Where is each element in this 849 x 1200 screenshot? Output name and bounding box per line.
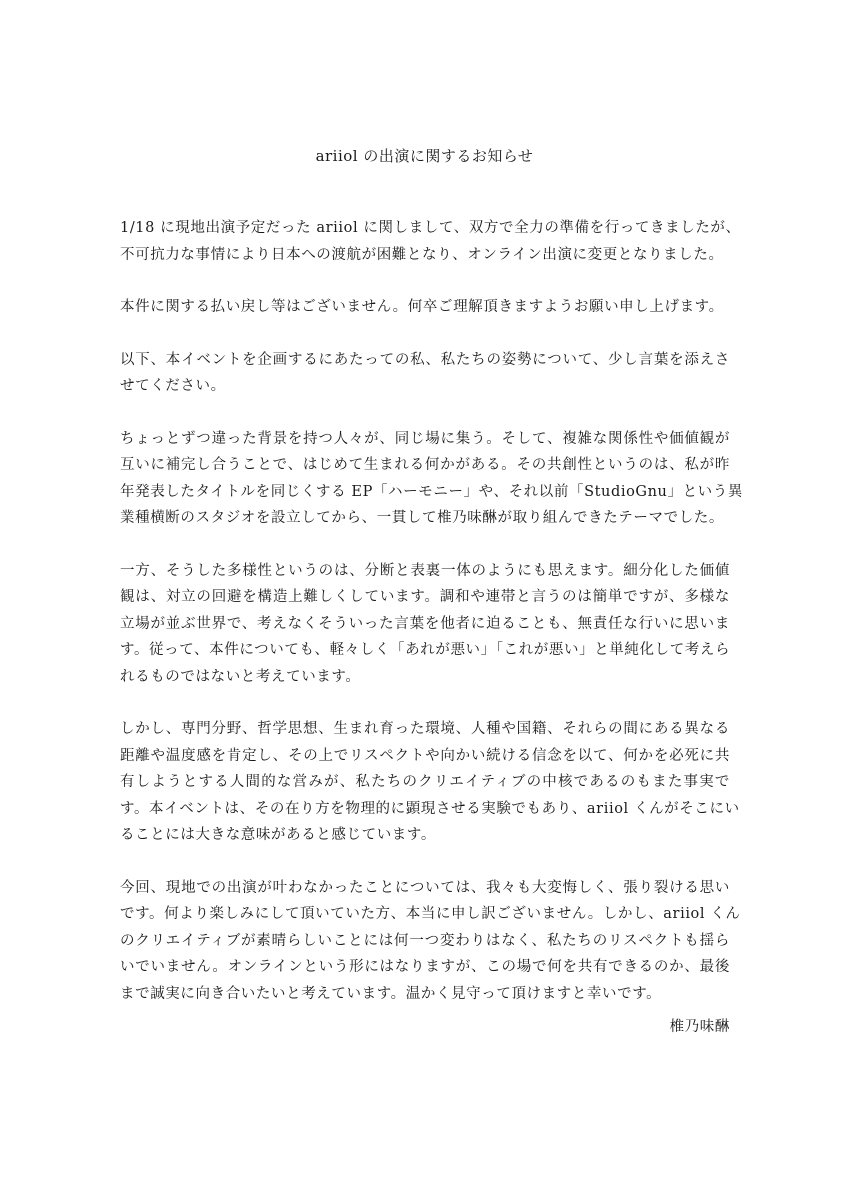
paragraph-line: す。従って、本件についても、軽々しく「あれが悪い」「これが悪い」と単純化して考えら	[120, 642, 731, 658]
paragraph-line: 今回、現地での出演が叶わなかったことについては、我々も大変悔しく、張り裂ける思い	[120, 879, 730, 896]
paragraph-line: 以下、本イベントを企画するにあたっての私、私たちの姿勢について、少し言葉を添えさ	[120, 351, 730, 368]
paragraph-line: いでいません。オンラインという形にはなりますが、この場で何を共有できるのか、最後	[120, 959, 730, 975]
paragraph-7	[120, 875, 741, 1008]
paragraph-4	[120, 426, 743, 532]
paragraph-line: 有しようとする人間的な営みが、私たちのクリエイティブの中核であるのもまた事実で	[120, 774, 730, 790]
paragraph-line: 立場が並ぶ世界で、考えなくそういった言葉を他者に迫ることも、無責任な行いに思いま	[120, 615, 730, 632]
paragraph-line: ちょっとずつ違った背景を持つ人々が、同じ場に集う。そして、複雑な関係性や価値観が	[120, 430, 730, 447]
paragraph-line: です。何より楽しみにして頂いていた方、本当に申し訳ございません。しかし、ariiol くん	[120, 906, 741, 922]
paragraph-1	[120, 215, 741, 268]
paragraph-3	[120, 347, 730, 400]
paragraph-line: す。本イベントは、その在り方を物理的に顕現させる実験でもあり、ariiol くんがそこにい	[120, 800, 740, 817]
paragraph-line: のクリエイティブが素晴らしいことには何一つ変わりはなく、私たちのリスペクトも揺ら	[120, 932, 730, 949]
paragraph-line: 年発表したタイトルを同じくする EP「ハーモニー」や、それ以前「StudioGnu」という異	[120, 483, 743, 500]
paragraph-6	[120, 716, 740, 849]
paragraph-line: 観は、対立の回避を構造上難しくしています。調和や連帯と言うのは簡単ですが、多様な	[120, 589, 730, 605]
paragraph-line: 業種横断のスタジオを設立してから、一貫して椎乃味醂が取り組んできたテーマでした。	[120, 510, 724, 526]
paragraph-line: 不可抗力な事情により日本への渡航が困難となり、オンライン出演に変更となりました。	[120, 246, 724, 263]
paragraph-line: 互いに補完し合うことで、はじめて生まれる何かがある。その共創性というのは、私が昨	[120, 457, 730, 473]
paragraph-line: 1/18 に現地出演予定だった ariiol に関しまして、双方で全力の準備を行ってきましたが、	[120, 220, 741, 236]
paragraph-line: まで誠実に向き合いたいと考えています。温かく見守って頂けますと幸いです。	[120, 985, 662, 1002]
document-title: ariiol の出演に関するお知らせ	[315, 147, 534, 165]
paragraph-2	[120, 294, 730, 321]
signature: 椎乃味醂	[669, 1019, 730, 1035]
paragraph-line: しかし、専門分野、哲学思想、生まれ育った環境、人種や国籍、それらの間にある異なる	[120, 721, 730, 737]
paragraph-line: 距離や温度感を肯定し、その上でリスペクトや向かい続ける信念を以て、何かを必死に共	[120, 747, 730, 764]
paragraph-5	[120, 558, 730, 691]
paragraph-line: せてください。	[120, 378, 226, 394]
document-body	[120, 215, 743, 1033]
paragraph-line: 一方、そうした多様性というのは、分断と表裏一体のようにも思えます。細分化した価値	[120, 562, 730, 579]
paragraph-line: 本件に関する払い戻し等はございません。何卒ご理解頂きますようお願い申し上げます。	[120, 299, 724, 315]
paragraph-line: れるものではないと考えています。	[120, 668, 361, 685]
paragraph-line: ることには大きな意味があると感じています。	[120, 827, 436, 843]
